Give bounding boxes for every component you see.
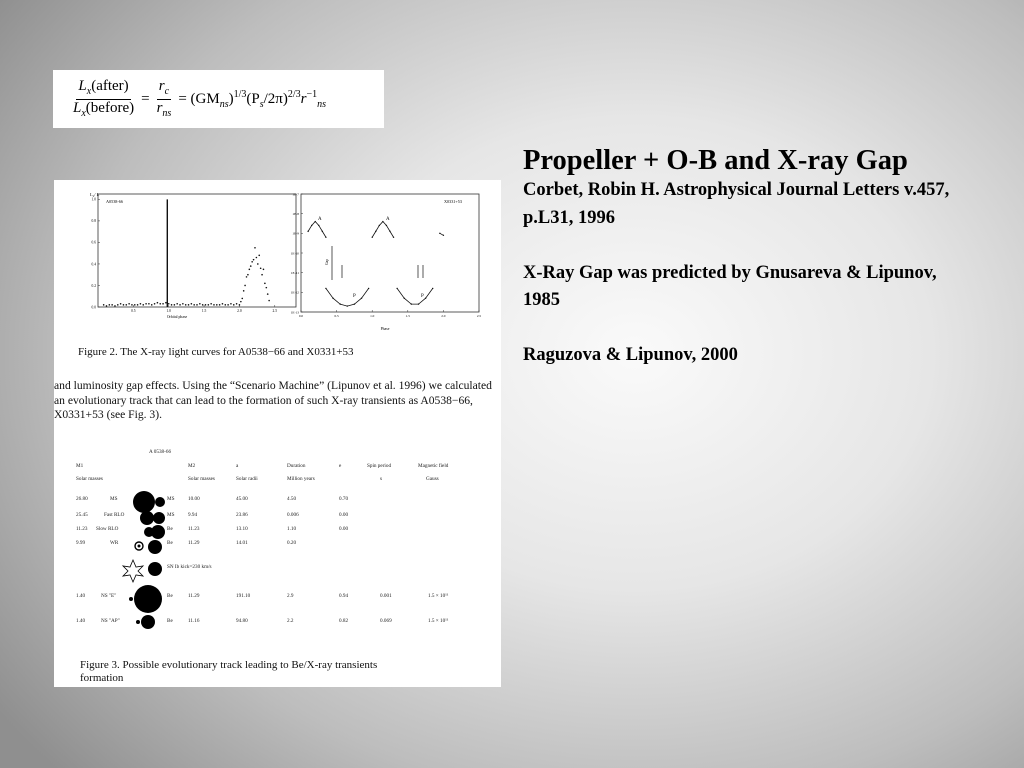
table-header: Duration (287, 463, 306, 469)
table-title: A 0538-66 (149, 449, 172, 455)
y-tick-label: 0.0 (91, 305, 96, 310)
right-plot-annotation-a: A (318, 217, 322, 222)
left-plot-points (103, 247, 270, 307)
right-plot-annotation-p: P (421, 294, 424, 299)
data-point (219, 304, 221, 306)
star-symbol (155, 497, 165, 507)
data-point (191, 303, 193, 305)
formula-text: r (156, 99, 163, 116)
data-point (396, 288, 397, 289)
reference-corbet: Corbet, Robin H. Astrophysical Journal Letters v.457, p.L31, 1996 (523, 180, 950, 228)
data-point (154, 303, 156, 305)
data-point (311, 225, 312, 226)
x-tick-label: 0.5 (334, 314, 339, 318)
table-cell-field: 1.5 × 10¹¹ (428, 593, 449, 599)
formula-text: x (81, 107, 86, 119)
star-symbol (148, 562, 162, 576)
y-tick-label: 1E-12 (290, 290, 299, 295)
x-tick-label: 2.0 (237, 309, 242, 313)
table-cell-spin: 0.001 (380, 593, 392, 599)
star-symbol (134, 585, 162, 613)
table-header-unit: s (380, 476, 383, 482)
data-point (159, 303, 161, 305)
table-header-unit: Million years (287, 476, 315, 482)
data-point (165, 302, 167, 304)
formula-text: 2/3 (287, 88, 301, 100)
table-cell-a: 191.10 (236, 593, 251, 599)
table-cell-m2: 11.29 (188, 593, 200, 599)
formula-text: L (78, 78, 87, 94)
table-cell-st: WR (110, 540, 119, 546)
table-cell-comp: Be (167, 593, 173, 599)
table-cell-e: 0.82 (339, 618, 349, 624)
figure-3-caption: Figure 3. Possible evolutionary track leading to Be/X-ray transients (80, 659, 378, 671)
y-tick-label: 1E-8 (292, 211, 299, 216)
data-point (131, 304, 133, 306)
table-cell-a: 94.80 (236, 618, 248, 624)
data-point (425, 298, 426, 299)
reference-gnusareva-lipunov: X-Ray Gap was predicted by Gnusareva & Lipunov, 1985 (523, 262, 937, 310)
data-point (157, 302, 159, 304)
table-cell-dur: 0.20 (287, 540, 297, 546)
data-point (307, 231, 308, 232)
data-point (193, 304, 195, 306)
data-point (128, 303, 130, 305)
data-point (185, 304, 187, 306)
data-point (246, 276, 248, 278)
y-tick-label: 1E-13 (290, 310, 299, 315)
y-tick-label: 1E-7 (292, 192, 299, 197)
formula-text: r (158, 78, 165, 94)
y-tick-label: 0.4 (91, 262, 96, 267)
data-point (361, 298, 362, 299)
data-point (393, 237, 394, 238)
data-point (224, 304, 226, 306)
data-point (213, 304, 215, 306)
table-cell-m2: 10.00 (188, 496, 200, 502)
data-point (244, 285, 246, 287)
data-point (250, 265, 252, 267)
table-header-unit: Gauss (426, 476, 439, 482)
data-point (325, 288, 326, 289)
table-cell-dur: 1.10 (287, 526, 297, 532)
curve-a (372, 222, 393, 238)
table-cell-st: NS "E" (101, 593, 117, 599)
scanned-figure (54, 180, 501, 687)
x-tick-label: 1.0 (166, 309, 171, 313)
binary-star-symbols (123, 491, 165, 629)
data-point (389, 231, 390, 232)
formula-text: −1 (306, 88, 318, 100)
formula-text: c (164, 86, 170, 97)
curve-a (308, 222, 326, 238)
data-point (222, 303, 224, 305)
data-point (267, 293, 269, 295)
data-point (117, 304, 119, 306)
table-cell-m1: 9.99 (76, 540, 86, 546)
data-point (325, 237, 326, 238)
table-cell-dur: 0.006 (287, 512, 299, 518)
table-cell-m1: 26.80 (76, 496, 88, 502)
star-symbol (151, 525, 165, 539)
formula-text: ns (219, 98, 229, 110)
left-plot-ylabel: $L_x/$ L (90, 192, 100, 198)
data-point (168, 303, 170, 305)
table-cell-e: 0.94 (339, 593, 349, 599)
star-symbol (129, 597, 133, 601)
paper-paragraph: and luminosity gap effects. Using the “Scenario Machine” (Lipunov et al. 1996) we calculated an evolutionary track that can lead to the formation of such X-ray transients as A0538−66, X0331+53 (see Fig. 3). (54, 379, 492, 422)
right-plot-annotation-a: A (386, 217, 390, 222)
figure-plots (54, 180, 501, 687)
formula-text: (after) (91, 78, 129, 94)
table-header: Spin period (367, 463, 392, 469)
data-point (260, 267, 262, 269)
data-point (137, 304, 139, 306)
data-point (379, 225, 380, 226)
formula-text: = (141, 90, 150, 107)
y-tick-label: 1E-11 (290, 270, 299, 275)
data-point (443, 235, 444, 236)
x-tick-label: 1.5 (405, 314, 410, 318)
formula-text: ns (317, 98, 327, 110)
table-cell-comp: MS (167, 512, 175, 518)
right-plot-gap-label: Gap (325, 259, 329, 265)
table-cell-comp: SN Ib kick=230 km/s (167, 564, 212, 570)
data-point (247, 274, 249, 276)
curve-p (326, 288, 369, 306)
data-point (103, 304, 105, 306)
table-cell-m1: 1.40 (76, 593, 86, 599)
right-plot-frame (301, 194, 479, 312)
data-point (258, 255, 260, 257)
y-tick-label: 0.2 (91, 283, 96, 288)
curve-p (397, 288, 433, 304)
data-point (315, 221, 316, 222)
table-header: a (236, 463, 239, 469)
table-cell-m2: 9.94 (188, 512, 198, 518)
star-symbol (141, 615, 155, 629)
data-point (318, 225, 319, 226)
data-point (439, 233, 440, 234)
formula-text: ns (162, 107, 172, 119)
data-point (236, 303, 238, 305)
star-symbol (148, 540, 162, 554)
data-point (142, 304, 144, 306)
data-point (216, 304, 218, 306)
table-cell-comp: Be (167, 540, 173, 546)
star-symbol (138, 545, 141, 548)
left-plot-label: A0538-66 (106, 199, 123, 204)
data-point (257, 263, 259, 265)
table-cell-st: Slow RLO (96, 526, 119, 532)
formula-text: s (259, 98, 264, 110)
y-tick-label: 0.8 (91, 219, 96, 224)
formula-text: r (300, 90, 307, 107)
data-point (134, 304, 136, 306)
data-point (375, 231, 376, 232)
formula-text: L (73, 99, 82, 116)
table-cell-st: MS (110, 496, 118, 502)
data-point (263, 269, 265, 271)
table-cell-e: 0.00 (339, 512, 349, 518)
slide-text (523, 144, 963, 370)
table-cell-m2: 11.16 (188, 618, 200, 624)
right-plot-label: X0331+53 (444, 199, 462, 204)
formula-rhs (178, 89, 326, 110)
data-point (174, 304, 176, 306)
data-point (347, 305, 348, 306)
data-point (106, 305, 108, 307)
data-point (202, 304, 204, 306)
table-cell-comp: Be (167, 526, 173, 532)
reference-raguzova-lipunov: Raguzova & Lipunov, 2000 (523, 345, 738, 365)
data-point (251, 261, 253, 263)
data-point (182, 303, 184, 305)
right-plot-xlabel: Phase (380, 327, 390, 331)
table-header: M1 (76, 463, 84, 469)
star-symbol (140, 511, 154, 525)
formula-text: /2π) (263, 90, 288, 107)
table-header-unit: Solar masses (76, 476, 103, 482)
data-point (199, 303, 201, 305)
data-point (404, 298, 405, 299)
x-tick-label: 1.0 (370, 314, 375, 318)
right-plot-ticks (291, 192, 482, 318)
data-point (382, 221, 383, 222)
y-tick-label: 0.6 (91, 240, 96, 245)
data-point (140, 303, 142, 305)
table-cell-dur: 2.9 (287, 593, 294, 599)
data-point (432, 288, 433, 289)
data-point (239, 304, 241, 306)
table-cell-m1: 25.45 (76, 512, 88, 518)
table-header: Magnetic field (418, 463, 449, 469)
table-cell-st: NS "AP" (101, 618, 120, 624)
left-plot-xlabel: Orbital phase (166, 315, 188, 319)
data-point (120, 303, 122, 305)
y-tick-label: 1.0 (91, 197, 96, 202)
data-point (372, 237, 373, 238)
data-point (233, 304, 235, 306)
data-point (264, 283, 266, 285)
table-cell-field: 1.5 × 10¹¹ (428, 618, 449, 624)
table-header: M2 (188, 463, 196, 469)
table-cell-dur: 2.2 (287, 618, 294, 624)
formula-mid-fraction (155, 79, 174, 119)
slide-title: Propeller + O-B and X-ray Gap (523, 145, 908, 176)
left-plot-ticks (92, 198, 278, 313)
right-plot-annotation-p: P (353, 294, 356, 299)
x-tick-label: 1.5 (201, 309, 207, 313)
data-point (196, 304, 198, 306)
data-point (254, 247, 256, 249)
table-cell-m1: 11.23 (76, 526, 88, 532)
y-tick-label: 1E-10 (290, 251, 299, 256)
data-point (354, 303, 355, 304)
data-point (171, 304, 173, 306)
data-point (230, 303, 232, 305)
star-symbol (133, 491, 155, 513)
table-cell-a: 23.86 (236, 512, 248, 518)
data-point (268, 300, 270, 302)
formula-text: = (GM (178, 90, 220, 107)
x-tick-label: 2.5 (476, 314, 482, 318)
supernova-symbol (123, 560, 143, 582)
table-cell-a: 13.10 (236, 526, 248, 532)
formula-text: 1/3 (233, 88, 247, 100)
data-point (109, 304, 111, 306)
data-point (240, 301, 242, 303)
data-point (241, 298, 243, 300)
data-point (179, 304, 181, 306)
data-point (332, 298, 333, 299)
table-cell-e: 0.00 (339, 526, 349, 532)
y-tick-label: 1E-9 (292, 231, 299, 236)
table-header-unit: Solar masses (188, 476, 215, 482)
formula-lhs-fraction (71, 79, 136, 119)
table-cell-m2: 11.29 (188, 540, 200, 546)
x-tick-label: 2.0 (441, 314, 446, 318)
data-point (322, 231, 323, 232)
formula-image (53, 70, 384, 128)
data-point (114, 305, 116, 307)
data-point (123, 304, 125, 306)
data-point (243, 290, 245, 292)
data-point (266, 287, 268, 289)
table-cell-m1: 1.40 (76, 618, 86, 624)
table-cell-st: Fast RLO (104, 512, 125, 518)
data-point (210, 303, 212, 305)
table-header-unit: Solar radii (236, 476, 258, 482)
table-cell-e: 0.70 (339, 496, 349, 502)
formula-text: ) (228, 90, 234, 107)
formula-text: (P (246, 90, 260, 107)
data-point (386, 225, 387, 226)
data-point (253, 259, 255, 261)
table-header: e (339, 463, 342, 469)
table-cell-comp: Be (167, 618, 173, 624)
data-point (227, 304, 229, 306)
data-point (111, 304, 113, 306)
data-point (188, 304, 190, 306)
data-point (162, 303, 164, 305)
data-point (368, 288, 369, 289)
table-cell-a: 14.01 (236, 540, 248, 546)
data-point (176, 303, 178, 305)
table-cell-dur: 4.50 (287, 496, 297, 502)
x-tick-label: 2.5 (272, 309, 278, 313)
data-point (125, 304, 127, 306)
star-symbol (153, 512, 165, 524)
luminosity-formula (71, 79, 326, 119)
data-point (205, 304, 207, 306)
formula-text: (before) (85, 99, 135, 116)
data-point (411, 303, 412, 304)
figure-2-caption: Figure 2. The X-ray light curves for A0538−66 and X0331+53 (78, 346, 354, 358)
table-cell-comp: MS (167, 496, 175, 502)
figure-3-caption-continued: formation (80, 672, 124, 684)
data-point (145, 303, 147, 305)
data-point (148, 303, 150, 305)
star-symbol (136, 620, 140, 624)
data-point (208, 304, 210, 306)
x-tick-label: 0.5 (131, 309, 136, 313)
data-point (256, 257, 258, 259)
x-tick-label: 0.0 (298, 314, 304, 318)
data-point (261, 274, 263, 276)
table-cell-a: 45.00 (236, 496, 248, 502)
data-point (249, 269, 251, 271)
data-point (151, 304, 153, 306)
data-point (418, 303, 419, 304)
left-plot-frame (98, 194, 296, 307)
data-point (339, 303, 340, 304)
formula-text: x (86, 86, 92, 97)
table-cell-spin: 0.069 (380, 618, 392, 624)
table-cell-m2: 11.23 (188, 526, 200, 532)
